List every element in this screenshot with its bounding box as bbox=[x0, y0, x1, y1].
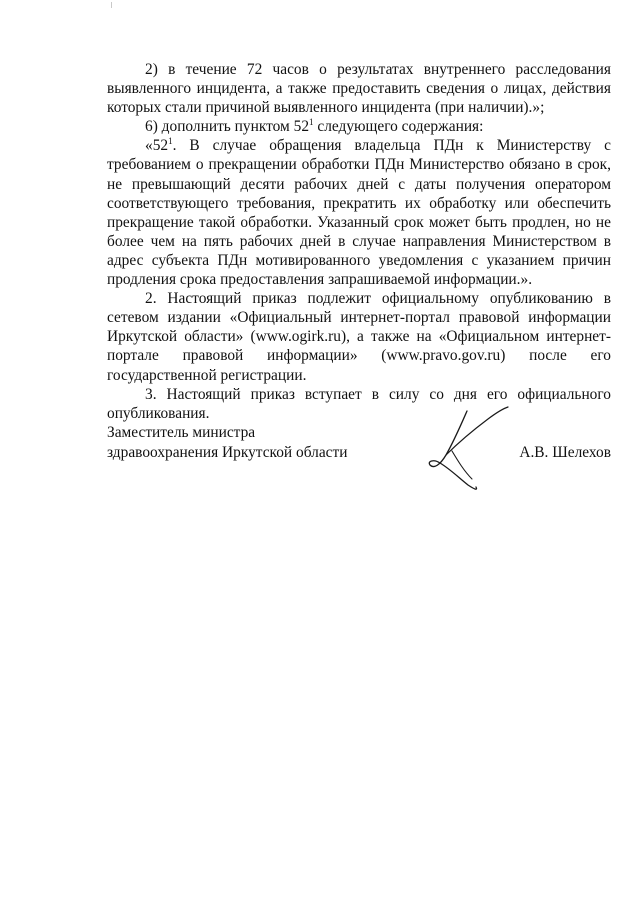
paragraph-publication: 2. Настоящий приказ подлежит официальному опубликованию в сетевом издании «Официальный интернет-портал правовой информации Иркутской области» (www.ogirk.ru), а также на «Официальном интернет-портале правовой информации» (www.pravo.gov.ru) после его государственной регистрации. bbox=[107, 290, 611, 384]
signatory-position-line-2: здравоохранения Иркутской области bbox=[107, 443, 348, 461]
signature-block bbox=[107, 423, 611, 493]
paragraph-clause-52-1 bbox=[107, 136, 611, 289]
paragraph-effective-date: 3. Настоящий приказ вступает в силу со дня его официального опубликования. bbox=[107, 385, 611, 422]
clause-body-text: . В случае обращения владельца ПДн к Министерству с требованием о прекращении обработки ПДн Министерство обязано в срок, не превышающий десяти рабочих дней с даты получения оператором соответствующего требования, прекратить их обработку или обеспечить прекращение такой обработки. Указанный срок может быть продлен, но не более чем на пять рабочих дней в случае направления Министерством в адрес субъекта ПДн мотивированного уведомления с указанием причин продления срока предоставления запрашиваемой информации.». bbox=[107, 137, 611, 289]
clause-superscript: 1 bbox=[309, 117, 314, 128]
handwritten-signature bbox=[422, 405, 512, 497]
clause-number: «52 bbox=[145, 137, 169, 155]
signatory-position-line-1: Заместитель министра bbox=[107, 424, 256, 441]
clause-intro-tail: следующего содержания: bbox=[313, 118, 484, 136]
paragraph-add-clause bbox=[107, 117, 611, 136]
clause-number-superscript: 1 bbox=[168, 136, 173, 147]
signatory-position bbox=[107, 423, 347, 462]
document-body bbox=[107, 60, 611, 423]
scan-artifact bbox=[111, 2, 112, 8]
signatory-name: А.В. Шелехов bbox=[519, 443, 611, 461]
clause-intro-text: 6) дополнить пунктом 52 bbox=[145, 118, 310, 136]
paragraph-incident-report: 2) в течение 72 часов о результатах внутреннего расследования выявленного инцидента, а также предоставить сведения о лицах, действия которых стали причиной выявленного инцидента (при наличии).»; bbox=[107, 61, 611, 117]
